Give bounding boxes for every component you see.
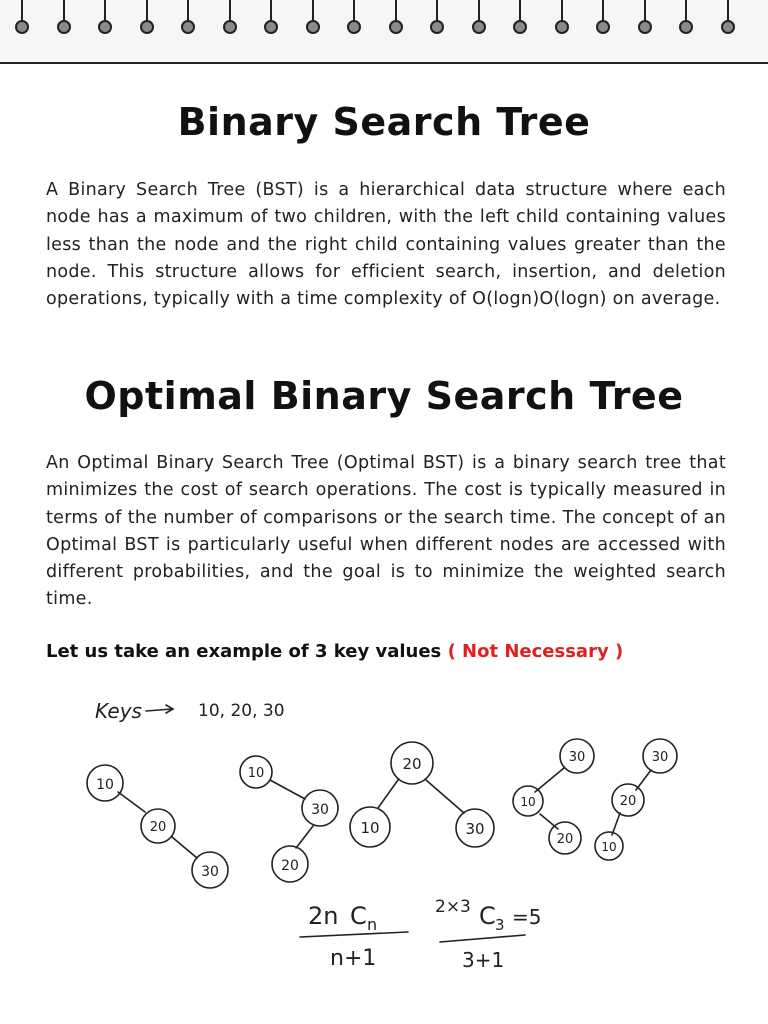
- bst-description: A Binary Search Tree (BST) is a hierarchical data structure where each node has a maximum of two children, with the left child containing values less than the node and the right child containing values greater than the node. This structure allows for efficient search, insertion, and deletion operations, typically with a time complexity of O(logn)O(logn) on average.: [46, 180, 726, 310]
- node-label: 20: [556, 832, 574, 847]
- binding-ring-icon: [14, 0, 30, 40]
- binding-ring-icon: [554, 0, 570, 40]
- binding-ring-icon: [720, 0, 736, 40]
- formula1-subscript: n: [367, 915, 378, 934]
- binding-ring-icon: [429, 0, 445, 40]
- binding-ring-icon: [222, 0, 238, 40]
- binding-ring-icon: [512, 0, 528, 40]
- example-heading: [46, 641, 746, 662]
- formula2-superscript: 2×3: [435, 897, 471, 917]
- node-label: 10: [247, 766, 265, 781]
- handwritten-bst-sketch: [0, 680, 768, 1010]
- keys-label: Keys: [95, 699, 142, 723]
- node-label: 20: [402, 755, 422, 773]
- optimal-bst-description: An Optimal Binary Search Tree (Optimal BST) is a binary search tree that minimizes the cost of search operations. The cost is typically measured in terms of the number of comparisons or the search time. The concept of an Optimal BST is particularly useful when different nodes are accessed with different probabilities, and the goal is to minimize the weighted search time.: [46, 453, 726, 610]
- section-title: Optimal Binary Search Tree: [84, 374, 684, 418]
- node-label: 20: [619, 794, 637, 809]
- binding-ring-icon: [471, 0, 487, 40]
- node-label: 30: [311, 802, 329, 818]
- node-label: 10: [360, 819, 380, 837]
- node-label: 10: [96, 777, 114, 793]
- arrow-icon: [146, 705, 173, 713]
- binding-ring-icon: [97, 0, 113, 40]
- spiral-binding: [0, 0, 768, 64]
- node-label: 10: [520, 795, 536, 809]
- binding-ring-icon: [595, 0, 611, 40]
- binding-ring-icon: [305, 0, 321, 40]
- formula2-choose: C: [479, 902, 496, 930]
- binding-ring-icon: [637, 0, 653, 40]
- node-label: 30: [201, 864, 219, 880]
- binding-ring-icon: [346, 0, 362, 40]
- binding-ring-icon: [678, 0, 694, 40]
- node-label: 30: [568, 750, 586, 765]
- formula2-denominator: 3+1: [462, 948, 505, 972]
- binding-ring-icon: [388, 0, 404, 40]
- page-title: Binary Search Tree: [177, 100, 591, 144]
- node-label: 10: [601, 840, 617, 854]
- keys-values: 10, 20, 30: [198, 701, 285, 721]
- example-text: Let us take an example of 3 key values: [46, 641, 442, 662]
- binding-ring-icon: [180, 0, 196, 40]
- example-note: ( Not Necessary ): [447, 641, 624, 662]
- formula2-result: =5: [512, 905, 542, 929]
- formula1-denominator: n+1: [330, 946, 377, 971]
- node-label: 20: [281, 858, 299, 874]
- node-label: 30: [465, 820, 485, 838]
- binding-ring-icon: [263, 0, 279, 40]
- node-label: 30: [651, 750, 669, 765]
- binding-ring-icon: [56, 0, 72, 40]
- formula2-subscript: 3: [495, 916, 505, 934]
- node-label: 20: [149, 820, 167, 835]
- formula1-numerator: 2n: [308, 902, 339, 930]
- formula1-choose: C: [350, 902, 367, 930]
- binding-ring-icon: [139, 0, 155, 40]
